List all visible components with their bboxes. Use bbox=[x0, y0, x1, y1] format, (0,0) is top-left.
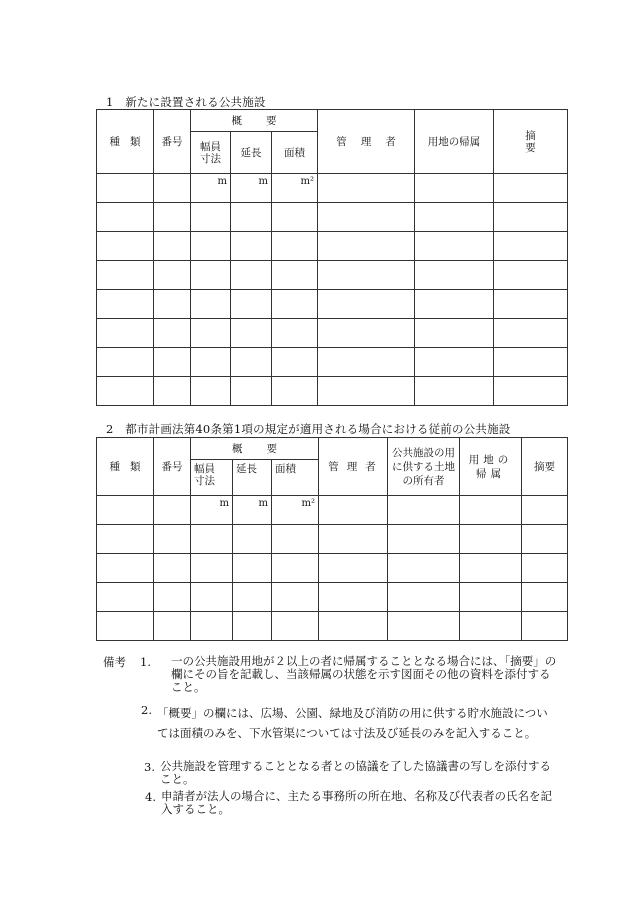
note-text: 申請者が法人の場合に、主たる事務所の所在地、名称及び代表者の氏名を記入すること。 bbox=[161, 789, 552, 816]
cell[interactable] bbox=[415, 203, 494, 232]
note-text: 一の公共施設用地が２以上の者に帰属することとなる場合には、「摘要」の欄にその旨を記載し、当該帰属の状態を示す図面その他の資料を添付すること。 bbox=[171, 654, 557, 694]
cell[interactable] bbox=[522, 554, 568, 583]
cell[interactable] bbox=[388, 496, 460, 525]
cell[interactable] bbox=[319, 583, 388, 612]
notes-label: 備考 bbox=[103, 655, 126, 669]
cell[interactable] bbox=[154, 348, 191, 377]
header-overview: 概要 bbox=[191, 438, 319, 460]
header-number: 番号 bbox=[154, 438, 191, 496]
cell[interactable] bbox=[154, 319, 191, 348]
header-length: 延長 bbox=[231, 132, 272, 174]
cell[interactable] bbox=[415, 261, 494, 290]
cell[interactable] bbox=[319, 612, 388, 641]
table-row bbox=[97, 290, 568, 319]
note-text: 「概要」の欄には、広場、公園、緑地及び消防の用に供する貯水施設については面積のみを、下水管渠については寸法及び延長のみを記入すること。 bbox=[157, 706, 548, 740]
cell[interactable] bbox=[494, 348, 568, 377]
cell[interactable] bbox=[97, 554, 154, 583]
cell[interactable] bbox=[191, 203, 231, 232]
cell[interactable] bbox=[97, 203, 154, 232]
header-width: 幅員 寸法 bbox=[191, 460, 233, 496]
header-remarks: 摘要 bbox=[522, 438, 568, 496]
cell[interactable] bbox=[415, 377, 494, 406]
cell[interactable] bbox=[494, 377, 568, 406]
cell[interactable] bbox=[318, 377, 415, 406]
cell[interactable] bbox=[97, 319, 154, 348]
cell[interactable] bbox=[319, 496, 388, 525]
cell[interactable] bbox=[272, 554, 319, 583]
cell[interactable] bbox=[388, 525, 460, 554]
cell[interactable] bbox=[154, 174, 191, 203]
header-type: 種類 bbox=[97, 438, 154, 496]
cell[interactable] bbox=[494, 203, 568, 232]
cell[interactable] bbox=[460, 525, 522, 554]
cell[interactable] bbox=[231, 290, 272, 319]
note-number: 1. bbox=[140, 655, 151, 669]
cell[interactable] bbox=[272, 525, 319, 554]
table-row bbox=[97, 583, 568, 612]
unit-width[interactable]: m bbox=[191, 174, 231, 203]
note-number: 4. bbox=[145, 790, 156, 804]
table-row bbox=[97, 554, 568, 583]
cell[interactable] bbox=[522, 583, 568, 612]
cell[interactable] bbox=[154, 203, 191, 232]
cell[interactable] bbox=[415, 232, 494, 261]
section2-table bbox=[96, 437, 568, 641]
cell[interactable] bbox=[191, 612, 233, 641]
table-row bbox=[97, 232, 568, 261]
table-row bbox=[97, 261, 568, 290]
cell[interactable] bbox=[318, 261, 415, 290]
cell[interactable] bbox=[191, 232, 231, 261]
cell[interactable] bbox=[460, 554, 522, 583]
header-land-owner: 用地の帰属 bbox=[415, 110, 494, 174]
unit-area[interactable]: m² bbox=[272, 496, 319, 525]
section1-title: 1 新たに設置される公共施設 bbox=[106, 95, 266, 109]
cell[interactable] bbox=[231, 203, 272, 232]
cell[interactable] bbox=[318, 348, 415, 377]
cell[interactable] bbox=[97, 232, 154, 261]
header-area: 面積 bbox=[272, 132, 318, 174]
cell[interactable] bbox=[318, 232, 415, 261]
cell[interactable] bbox=[97, 290, 154, 319]
cell[interactable] bbox=[191, 261, 231, 290]
cell[interactable] bbox=[97, 583, 154, 612]
table-row bbox=[97, 612, 568, 641]
cell[interactable] bbox=[154, 583, 191, 612]
header-manager: 管理者 bbox=[319, 438, 388, 496]
cell[interactable] bbox=[494, 319, 568, 348]
cell[interactable] bbox=[154, 525, 191, 554]
cell[interactable] bbox=[191, 554, 233, 583]
header-type: 種類 bbox=[97, 110, 154, 174]
table-row bbox=[97, 377, 568, 406]
cell[interactable] bbox=[231, 319, 272, 348]
header-land-owner-for-facility: 公共施設の用に供する土地の所有者 bbox=[388, 438, 460, 496]
header-length: 延長 bbox=[233, 460, 272, 496]
cell[interactable] bbox=[460, 583, 522, 612]
cell[interactable] bbox=[494, 290, 568, 319]
table-row bbox=[97, 203, 568, 232]
section2-title: 2 都市計画法第40条第1項の規定が適用される場合における従前の公共施設 bbox=[106, 422, 511, 436]
cell[interactable] bbox=[97, 174, 154, 203]
cell[interactable] bbox=[154, 554, 191, 583]
cell[interactable] bbox=[154, 612, 191, 641]
cell[interactable] bbox=[191, 377, 231, 406]
cell[interactable] bbox=[522, 612, 568, 641]
cell[interactable] bbox=[460, 612, 522, 641]
section1-table bbox=[96, 109, 568, 406]
cell[interactable] bbox=[415, 174, 494, 203]
cell[interactable] bbox=[272, 583, 319, 612]
cell[interactable] bbox=[272, 612, 319, 641]
cell[interactable] bbox=[231, 348, 272, 377]
header-manager: 管理者 bbox=[318, 110, 415, 174]
table-row bbox=[97, 525, 568, 554]
cell[interactable] bbox=[415, 319, 494, 348]
cell[interactable] bbox=[522, 525, 568, 554]
cell[interactable] bbox=[460, 496, 522, 525]
cell[interactable] bbox=[154, 377, 191, 406]
cell[interactable] bbox=[191, 525, 233, 554]
cell[interactable] bbox=[318, 290, 415, 319]
cell[interactable] bbox=[154, 290, 191, 319]
cell[interactable] bbox=[272, 261, 318, 290]
header-number: 番号 bbox=[154, 110, 191, 174]
cell[interactable] bbox=[191, 348, 231, 377]
cell[interactable] bbox=[154, 261, 191, 290]
cell[interactable] bbox=[97, 525, 154, 554]
cell[interactable] bbox=[318, 319, 415, 348]
cell[interactable] bbox=[191, 583, 233, 612]
cell[interactable] bbox=[233, 583, 272, 612]
note-number: 3. bbox=[144, 760, 155, 774]
header-overview: 概要 bbox=[191, 110, 318, 132]
cell[interactable] bbox=[97, 496, 154, 525]
cell[interactable] bbox=[191, 319, 231, 348]
cell[interactable] bbox=[272, 348, 318, 377]
header-width: 幅員 寸法 bbox=[191, 132, 231, 174]
cell[interactable] bbox=[388, 554, 460, 583]
cell[interactable] bbox=[231, 261, 272, 290]
cell[interactable] bbox=[97, 612, 154, 641]
unit-area[interactable]: m² bbox=[272, 174, 318, 203]
cell[interactable] bbox=[388, 612, 460, 641]
cell[interactable] bbox=[388, 583, 460, 612]
cell[interactable] bbox=[272, 290, 318, 319]
note-number: 2. bbox=[141, 703, 152, 717]
cell[interactable] bbox=[272, 203, 318, 232]
cell[interactable] bbox=[97, 261, 154, 290]
cell[interactable] bbox=[494, 261, 568, 290]
unit-width[interactable]: m bbox=[191, 496, 233, 525]
cell[interactable] bbox=[272, 377, 318, 406]
cell[interactable] bbox=[415, 290, 494, 319]
cell[interactable] bbox=[319, 554, 388, 583]
cell[interactable] bbox=[494, 232, 568, 261]
cell[interactable] bbox=[231, 377, 272, 406]
header-area: 面積 bbox=[272, 460, 319, 496]
cell[interactable] bbox=[97, 348, 154, 377]
unit-length[interactable]: m bbox=[231, 174, 272, 203]
cell[interactable] bbox=[97, 377, 154, 406]
cell[interactable] bbox=[233, 525, 272, 554]
cell[interactable] bbox=[318, 174, 415, 203]
note-text: 公共施設を管理することとなる者との協議を了した協議書の写しを添付すること。 bbox=[160, 759, 551, 786]
cell[interactable] bbox=[191, 290, 231, 319]
cell[interactable] bbox=[233, 612, 272, 641]
table-row bbox=[97, 319, 568, 348]
cell[interactable] bbox=[272, 232, 318, 261]
cell[interactable] bbox=[233, 554, 272, 583]
table-row bbox=[97, 348, 568, 377]
cell[interactable] bbox=[231, 232, 272, 261]
header-land-belong: 用地の帰属 bbox=[460, 438, 522, 496]
cell[interactable] bbox=[318, 203, 415, 232]
cell[interactable] bbox=[494, 174, 568, 203]
cell[interactable] bbox=[154, 232, 191, 261]
header-remarks: 摘要 bbox=[494, 110, 568, 174]
cell[interactable] bbox=[319, 525, 388, 554]
unit-length[interactable]: m bbox=[233, 496, 272, 525]
cell[interactable] bbox=[154, 496, 191, 525]
cell[interactable] bbox=[415, 348, 494, 377]
cell[interactable] bbox=[272, 319, 318, 348]
cell[interactable] bbox=[522, 496, 568, 525]
